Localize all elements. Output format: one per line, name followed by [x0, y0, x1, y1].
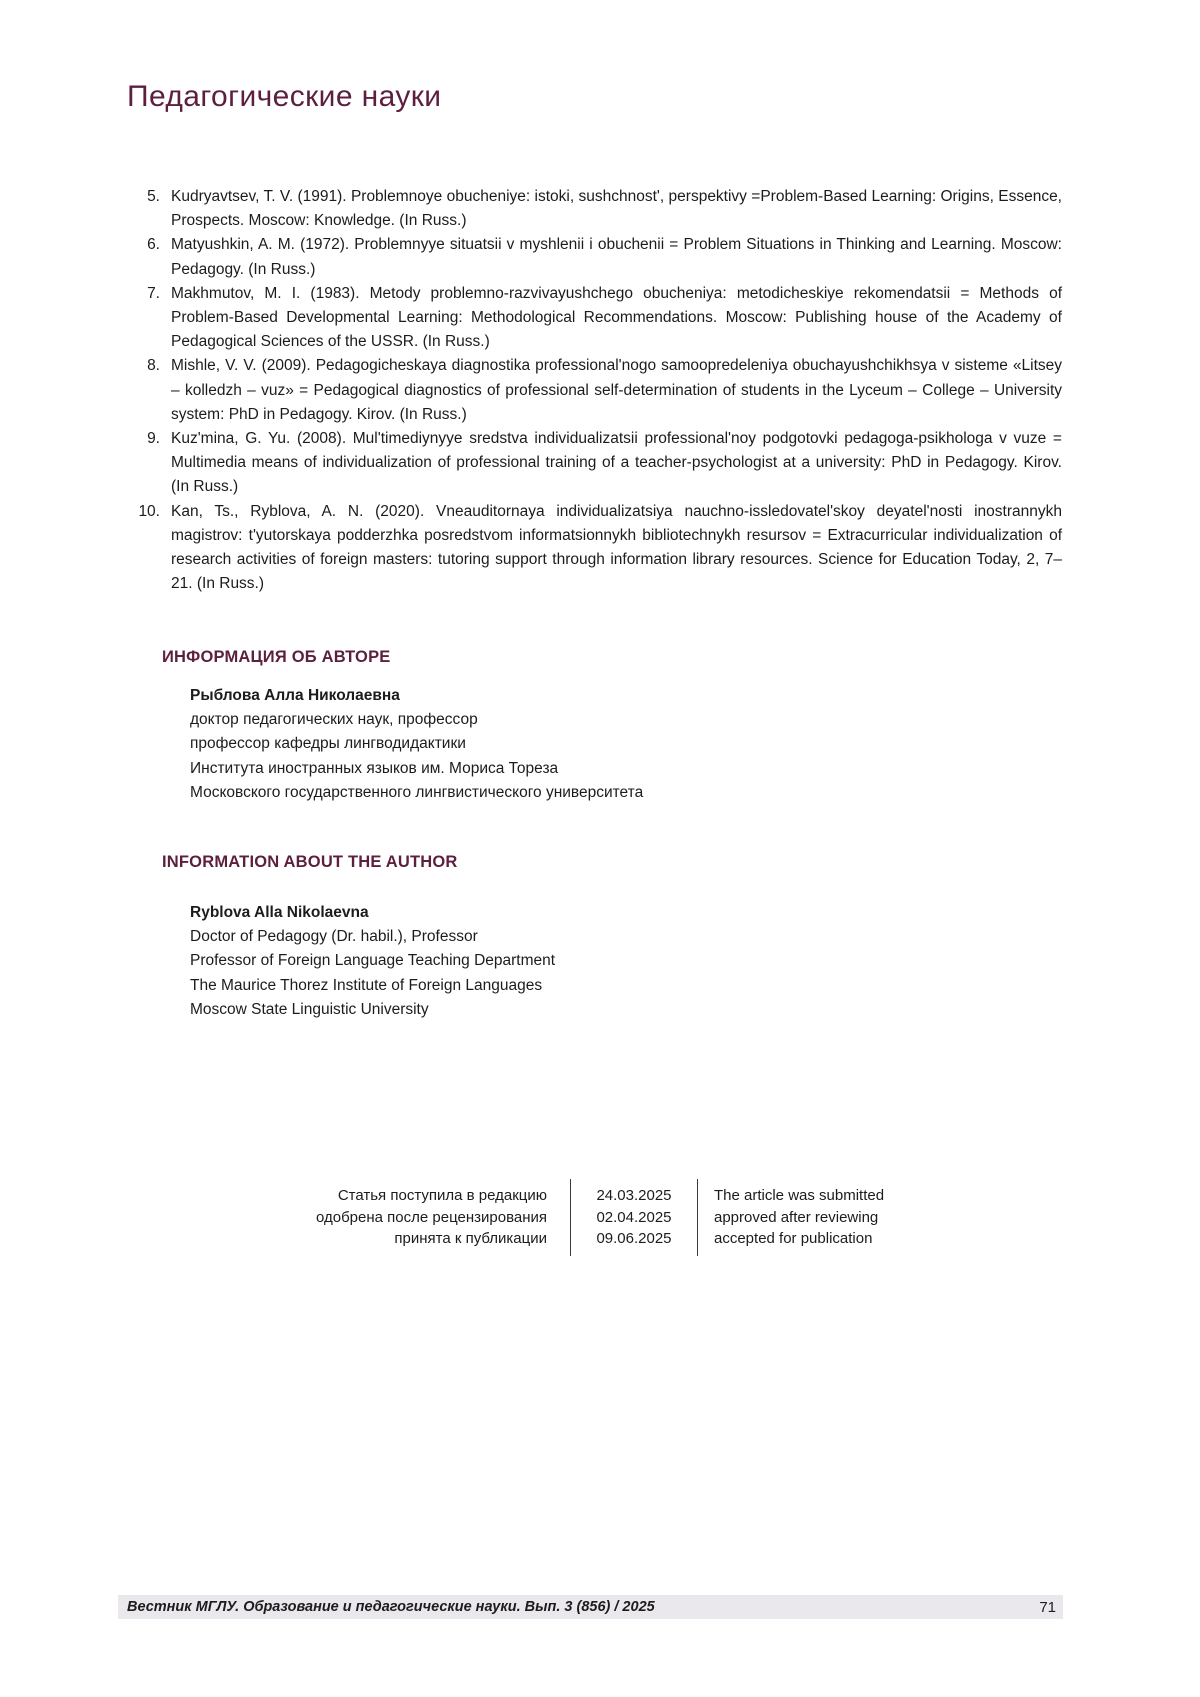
- date-label-accepted-en: accepted for publication: [714, 1230, 873, 1247]
- author-position-ru: профессор кафедры лингводидактики: [190, 735, 466, 753]
- page-title: Педагогические науки: [127, 80, 442, 113]
- author-degree-ru: доктор педагогических наук, профессор: [190, 711, 478, 729]
- date-approved: 02.04.2025: [596, 1208, 672, 1226]
- reference-text: Matyushkin, A. M. (1972). Problemnyye situatsii v myshlenii i obuchenii = Problem Situations in Thinking and Learning. Moscow: Pedagogy. (In Russ.): [171, 236, 1062, 278]
- date-submitted: 24.03.2025: [596, 1187, 672, 1204]
- reference-item: [133, 500, 1062, 597]
- date-label-accepted-ru: принята к публикации: [394, 1230, 547, 1247]
- author-institute-ru: Института иностранных языков им. Мориса Тореза: [190, 759, 559, 777]
- author-position-en: Professor of Foreign Language Teaching Department: [190, 952, 556, 970]
- reference-number: 6.: [147, 236, 160, 254]
- reference-number: 9.: [147, 430, 160, 448]
- reference-text: Makhmutov, M. I. (1983). Metody problemno-razvivayushchego obucheniya: metodicheskiye rekomendatsii = Methods of Problem-Based Developmental Learning: Methodological Recommendations. Moscow: Publishing house of the Academy of Pedagogical Sciences of the USSR. (In Russ.): [171, 284, 1062, 351]
- reference-text: Kuz'mina, G. Yu. (2008). Mul'timediynyye sredstva individualizatsii professional'noy podgotovki pedagoga-psikhologa v vuze = Multimedia means of individualization of professional training of a teacher-psychologist at a university: PhD in Pedagogy. Kirov. (In Russ.): [171, 430, 1062, 496]
- reference-number: 7.: [147, 284, 160, 302]
- date-accepted: 09.06.2025: [596, 1230, 672, 1247]
- footer-journal-title: Вестник МГЛУ. Образование и педагогические науки. Вып. 3 (856) / 2025: [127, 1599, 655, 1615]
- reference-number: 5.: [147, 188, 160, 205]
- reference-number: 10.: [138, 502, 160, 520]
- date-label-approved-en: approved after reviewing: [714, 1208, 879, 1226]
- author-block-en: [190, 901, 555, 1022]
- date-label-submitted-ru: Статья поступила в редакцию: [337, 1187, 547, 1204]
- dates-values: [570, 1179, 697, 1256]
- reference-item: [133, 185, 1062, 233]
- author-university-ru: Московского государственного лингвистического университета: [190, 783, 644, 801]
- author-block-ru: [190, 684, 643, 805]
- date-label-approved-ru: одобрена после рецензирования: [315, 1208, 547, 1226]
- author-info-heading-ru: ИНФОРМАЦИЯ ОБ АВТОРЕ: [162, 648, 391, 666]
- page-footer: [118, 1595, 1063, 1619]
- reference-item: [133, 427, 1062, 500]
- dates-labels-en: [697, 1179, 907, 1256]
- reference-text: Kan, Ts., Ryblova, A. N. (2020). Vneauditornaya individualizatsiya nauchno-issledovatel'skoy deyatel'nosti inostrannykh magistrov: t'yutorskaya podderzhka posredstvom informatsionnykh bibliotechnykh resursov = Extracurricular individualization of research activities of foreign masters: tutoring support through information library resources. Science for Education Today, 2, 7–21. (In Russ.): [171, 502, 1062, 593]
- footer-page-number: 71: [1039, 1598, 1056, 1616]
- date-label-submitted-en: The article was submitted: [714, 1187, 885, 1204]
- author-degree-en: Doctor of Pedagogy (Dr. habil.), Professor: [190, 928, 478, 946]
- author-info-heading-en: INFORMATION ABOUT THE AUTHOR: [162, 853, 458, 871]
- reference-text: Kudryavtsev, T. V. (1991). Problemnoye obucheniye: istoki, sushchnost', perspektivy =Problem-Based Learning: Origins, Essence, Prospects. Moscow: Knowledge. (In Russ.): [171, 188, 1062, 230]
- reference-text: Mishle, V. V. (2009). Pedagogicheskaya diagnostika professional'nogo samoopredeleniya obuchayushchikhsya v sisteme «Litsey – kolledzh – vuz» = Pedagogical diagnostics of professional self-determination of students in the Lyceum – College – University system: PhD in Pedagogy. Kirov. (In Russ.): [171, 357, 1062, 423]
- author-name-en: Ryblova Alla Nikolaevna: [190, 904, 369, 921]
- reference-item: [133, 354, 1062, 427]
- author-university-en: Moscow State Linguistic University: [190, 1000, 429, 1018]
- article-dates-table: [220, 1179, 907, 1256]
- author-institute-en: The Maurice Thorez Institute of Foreign Languages: [190, 976, 543, 994]
- reference-item: [133, 233, 1062, 281]
- reference-item: [133, 282, 1062, 355]
- reference-number: 8.: [147, 357, 160, 375]
- dates-labels-ru: [220, 1179, 547, 1256]
- reference-list: [133, 185, 1062, 596]
- author-name-ru: Рыблова Алла Николаевна: [190, 687, 400, 704]
